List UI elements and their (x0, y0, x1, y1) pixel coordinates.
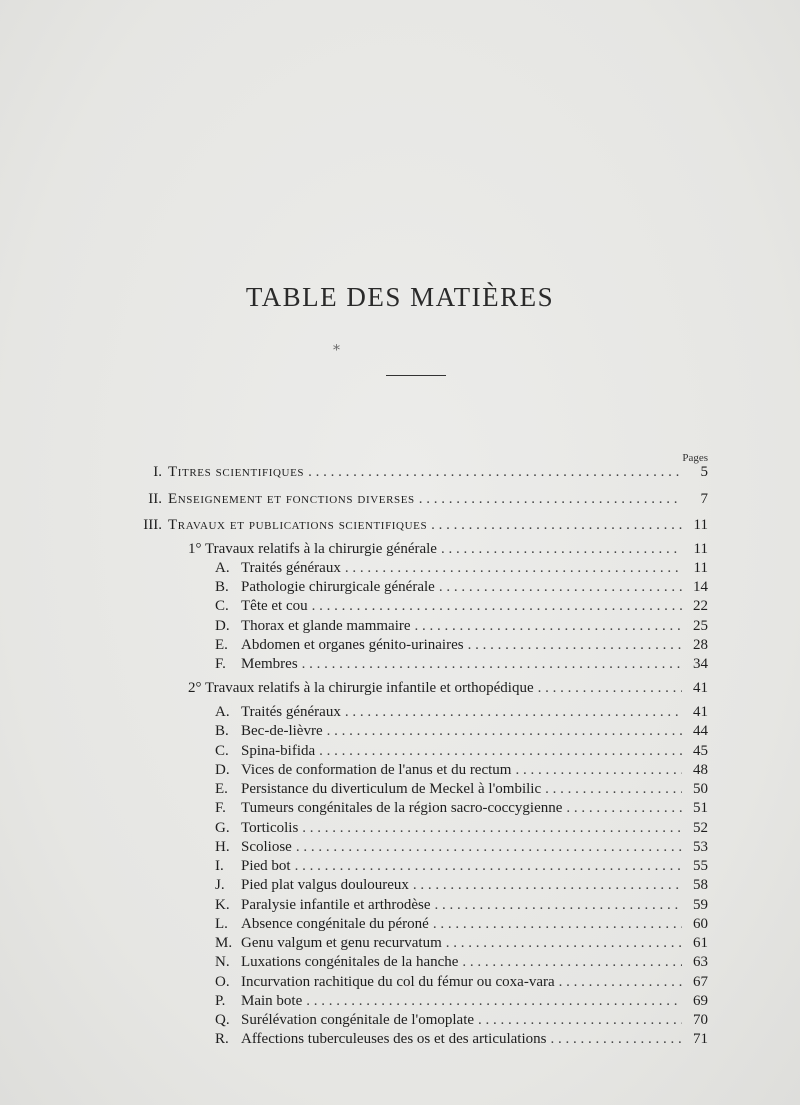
toc-section (118, 463, 708, 481)
entry-page-number: 22 (693, 598, 708, 615)
entry-page-number: 69 (693, 992, 708, 1009)
toc-item (215, 896, 708, 914)
toc-item (215, 799, 708, 817)
entry-page-number: 5 (700, 464, 708, 480)
entry-page-number: 70 (693, 1012, 708, 1028)
entry-label: Pathologie chirurgicale générale (241, 579, 435, 596)
entry-page-number: 44 (693, 723, 708, 740)
toc-item (215, 876, 708, 894)
title-rule (386, 375, 446, 376)
entry-page-number: 7 (700, 491, 708, 507)
toc-section (118, 516, 708, 534)
entry-number: M. (215, 935, 233, 951)
leader-dots (306, 992, 682, 1010)
entry-page-number: 63 (693, 954, 708, 971)
leader-dots (413, 876, 682, 894)
entry-number: B. (215, 723, 229, 740)
toc-item (215, 934, 708, 952)
toc-item (215, 780, 708, 798)
leader-dots (462, 953, 682, 971)
entry-page-number: 53 (693, 838, 708, 855)
entry-page-number: 48 (693, 761, 708, 778)
toc-item (215, 742, 708, 760)
entry-label: Tête et cou (241, 598, 308, 615)
entry-label: Incurvation rachitique du col du fémur ou coxa-vara (241, 973, 555, 990)
pages-column-label: Pages (682, 452, 708, 464)
toc-item (215, 915, 708, 933)
entry-label: Pied plat valgus douloureux (241, 877, 409, 894)
entry-label: Traités généraux (241, 560, 341, 576)
entry-number: II. (148, 491, 162, 507)
entry-page-number: 14 (693, 579, 708, 596)
toc-item (215, 819, 708, 837)
entry-label: Torticolis (241, 819, 299, 836)
entry-number: E. (215, 636, 228, 653)
entry-page-number: 55 (693, 858, 708, 874)
entry-number: C. (215, 742, 229, 759)
entry-page-number: 50 (693, 781, 708, 797)
toc-item (215, 761, 708, 779)
entry-label: Genu valgum et genu recurvatum (241, 935, 442, 951)
entry-page-number: 41 (693, 680, 708, 696)
leader-dots (302, 819, 682, 837)
entry-label: Spina-bifida (241, 742, 316, 759)
entry-number: A. (215, 560, 230, 576)
entry-page-number: 61 (693, 935, 708, 951)
entry-label: 2° Travaux relatifs à la chirurgie infantile et orthopédique (188, 680, 534, 696)
toc-item (215, 1011, 708, 1029)
entry-number: L. (215, 915, 228, 932)
entry-label: Tumeurs congénitales de la région sacro-coccygienne (241, 800, 563, 817)
entry-page-number: 71 (693, 1031, 708, 1048)
leader-dots (419, 490, 682, 508)
leader-dots (308, 463, 682, 481)
leader-dots (478, 1011, 682, 1029)
toc-item (215, 838, 708, 856)
entry-page-number: 67 (693, 973, 708, 990)
entry-label: Persistance du diverticulum de Meckel à l'ombilic (241, 781, 542, 797)
toc-item (215, 559, 708, 577)
leader-dots (327, 722, 682, 740)
entry-label: Abdomen et organes génito-urinaires (241, 636, 464, 653)
leader-dots (312, 597, 682, 615)
entry-number: H. (215, 838, 230, 855)
leader-dots (446, 934, 682, 952)
entry-label: Membres (241, 656, 298, 672)
leader-dots (559, 973, 682, 991)
entry-label: Thorax et glande mammaire (241, 617, 411, 634)
entry-label: Titres scientifiques (168, 464, 305, 480)
entry-label: Main bote (241, 992, 303, 1009)
leader-dots (431, 516, 682, 534)
leader-dots (415, 617, 682, 635)
leader-dots (296, 838, 682, 856)
entry-page-number: 45 (693, 742, 708, 759)
entry-page-number: 25 (693, 617, 708, 634)
entry-page-number: 52 (693, 819, 708, 836)
toc-item (215, 703, 708, 721)
entry-page-number: 51 (693, 800, 708, 817)
entry-number: K. (215, 896, 230, 913)
leader-dots (545, 780, 682, 798)
entry-label: Bec-de-lièvre (241, 723, 323, 740)
entry-page-number: 11 (693, 517, 708, 533)
entry-number: G. (215, 819, 230, 836)
entry-label: Vices de conformation de l'anus et du rectum (241, 761, 512, 778)
entry-page-number: 11 (693, 541, 708, 557)
entry-page-number: 34 (693, 656, 708, 672)
entry-number: R. (215, 1031, 229, 1048)
entry-number: Q. (215, 1012, 230, 1028)
entry-number: F. (215, 656, 226, 672)
leader-dots (302, 655, 682, 673)
entry-number: I. (215, 858, 224, 874)
leader-dots (319, 742, 682, 760)
toc-item (215, 655, 708, 673)
entry-number: F. (215, 800, 226, 817)
leader-dots (468, 636, 682, 654)
leader-dots (435, 896, 682, 914)
toc-item (215, 973, 708, 991)
entry-page-number: 58 (693, 877, 708, 894)
entry-label: 1° Travaux relatifs à la chirurgie générale (188, 541, 437, 557)
toc-item (215, 1030, 708, 1048)
entry-label: Pied bot (241, 858, 291, 874)
toc-item (215, 953, 708, 971)
entry-number: D. (215, 617, 230, 634)
entry-page-number: 11 (693, 560, 708, 576)
entry-label: Surélévation congénitale de l'omoplate (241, 1012, 475, 1028)
entry-label: Absence congénitale du péroné (241, 915, 429, 932)
entry-label: Affections tuberculeuses des os et des articulations (241, 1031, 547, 1048)
entry-label: Scoliose (241, 838, 292, 855)
entry-page-number: 41 (693, 704, 708, 720)
leader-dots (538, 679, 682, 697)
leader-dots (441, 540, 682, 558)
toc-item (215, 857, 708, 875)
leader-dots (433, 915, 682, 933)
leader-dots (295, 857, 682, 875)
toc-subsection (188, 540, 708, 558)
toc-section (118, 490, 708, 508)
toc-subsection (188, 679, 708, 697)
entry-number: I. (153, 464, 162, 480)
entry-number: N. (215, 954, 230, 971)
entry-number: C. (215, 598, 229, 615)
leader-dots (345, 703, 682, 721)
entry-label: Paralysie infantile et arthrodèse (241, 896, 431, 913)
toc-item (215, 992, 708, 1010)
leader-dots (345, 559, 682, 577)
toc-item (215, 578, 708, 596)
toc-item (215, 636, 708, 654)
ornament-asterisk: ⁎ (333, 339, 340, 354)
toc-item (215, 617, 708, 635)
entry-number: D. (215, 761, 230, 778)
entry-number: A. (215, 704, 230, 720)
entry-label: Travaux et publications scientifiques (168, 517, 428, 533)
entry-label: Luxations congénitales de la hanche (241, 954, 459, 971)
entry-number: E. (215, 781, 228, 797)
leader-dots (566, 799, 682, 817)
entry-label: Traités généraux (241, 704, 341, 720)
entry-number: III. (143, 517, 162, 533)
entry-label: Enseignement et fonctions diverses (168, 491, 415, 507)
entry-page-number: 60 (693, 915, 708, 932)
entry-number: J. (215, 877, 225, 894)
page-title: TABLE DES MATIÈRES (245, 282, 555, 312)
entry-number: P. (215, 992, 226, 1009)
leader-dots (515, 761, 682, 779)
toc-item (215, 597, 708, 615)
entry-page-number: 28 (693, 636, 708, 653)
entry-page-number: 59 (693, 896, 708, 913)
entry-number: O. (215, 973, 230, 990)
entry-number: B. (215, 579, 229, 596)
leader-dots (439, 578, 682, 596)
toc-item (215, 722, 708, 740)
leader-dots (550, 1030, 682, 1048)
